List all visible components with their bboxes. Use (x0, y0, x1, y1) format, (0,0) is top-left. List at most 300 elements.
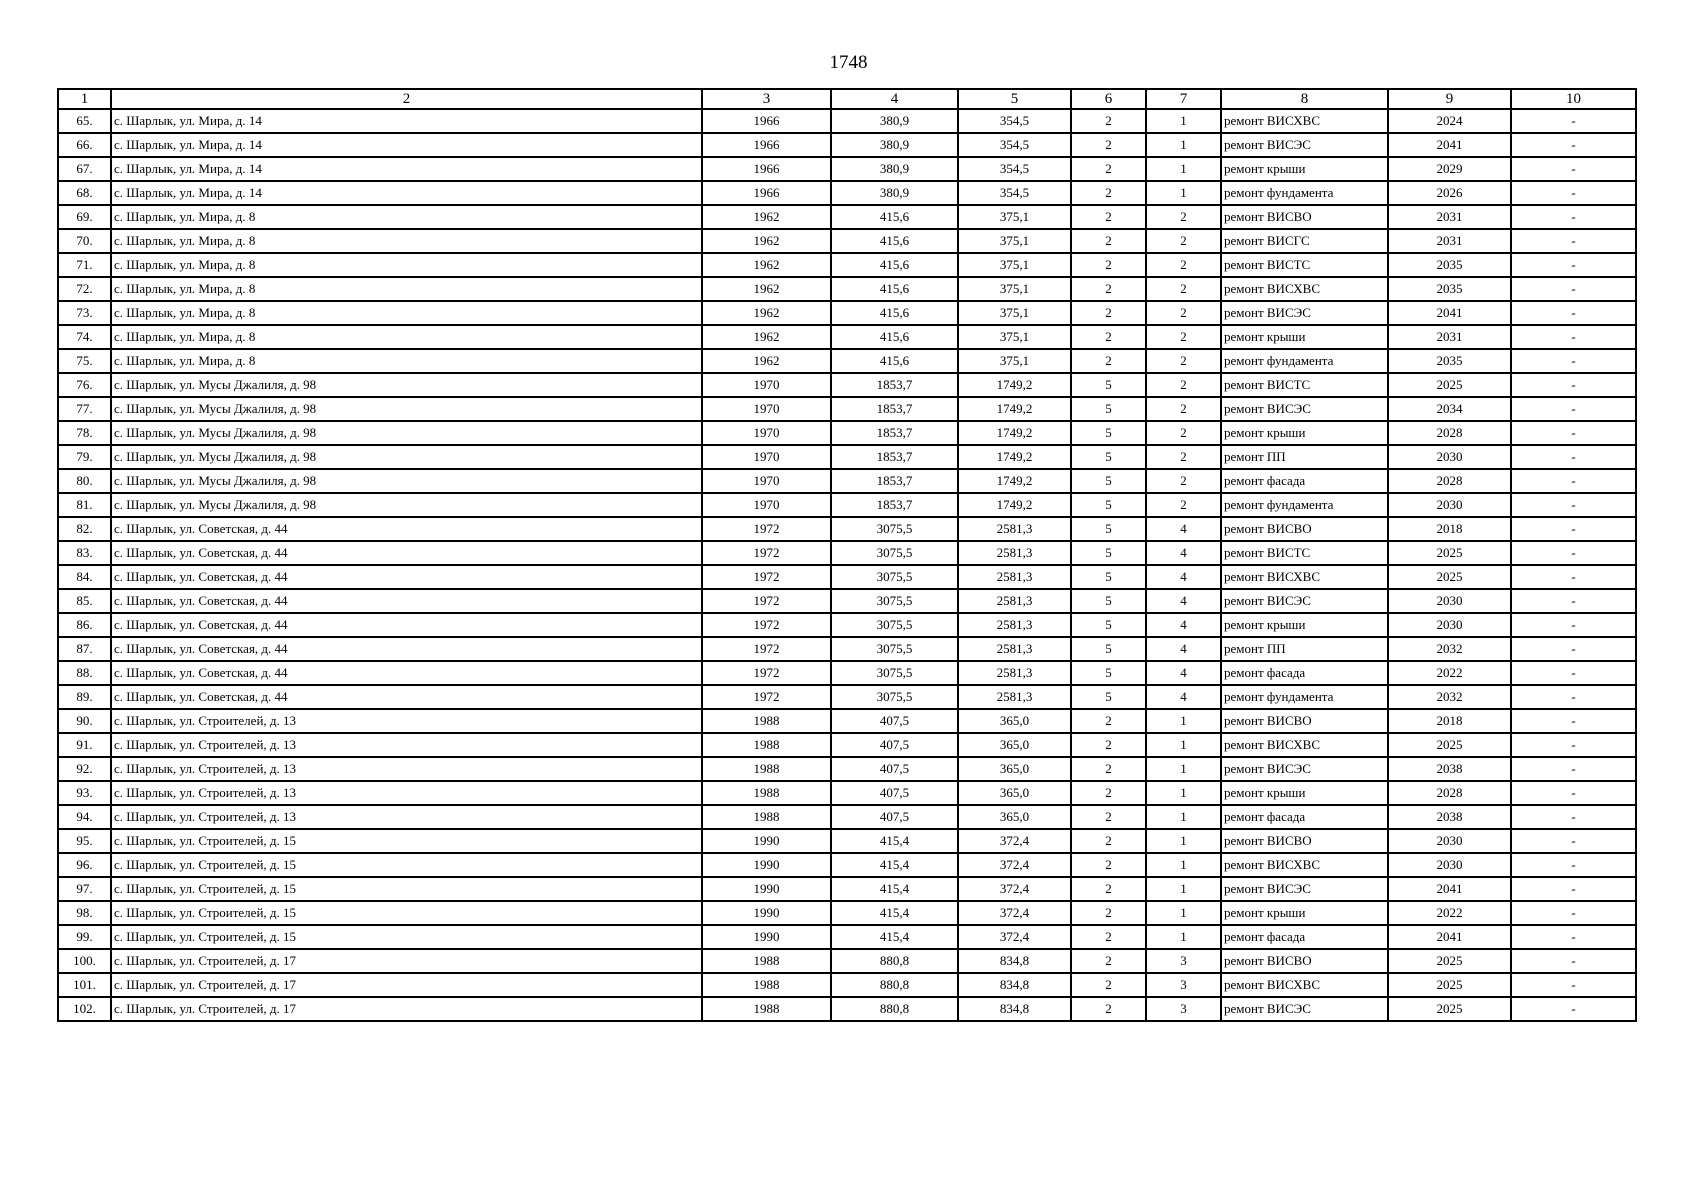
cell-planned-year: 2034 (1388, 397, 1511, 421)
cell-entrances: 1 (1146, 829, 1221, 853)
cell-address: с. Шарлык, ул. Мира, д. 8 (111, 229, 702, 253)
cell-year-built: 1962 (702, 277, 831, 301)
table-row (58, 925, 1636, 949)
cell-planned-year: 2035 (1388, 349, 1511, 373)
cell-address: с. Шарлык, ул. Мусы Джалиля, д. 98 (111, 421, 702, 445)
cell-address: с. Шарлык, ул. Советская, д. 44 (111, 613, 702, 637)
table-row (58, 253, 1636, 277)
cell-year-built: 1990 (702, 925, 831, 949)
cell-entrances: 1 (1146, 109, 1221, 133)
cell-work-type: ремонт фасада (1221, 661, 1388, 685)
cell-work-type: ремонт ВИСХВС (1221, 853, 1388, 877)
cell-entrances: 2 (1146, 253, 1221, 277)
cell-address: с. Шарлык, ул. Мира, д. 8 (111, 205, 702, 229)
cell-floors: 2 (1071, 997, 1146, 1021)
cell-row-number: 82. (58, 517, 111, 541)
cell-living-area: 834,8 (958, 949, 1071, 973)
cell-floors: 5 (1071, 565, 1146, 589)
cell-floors: 2 (1071, 877, 1146, 901)
cell-work-type: ремонт ВИСГС (1221, 229, 1388, 253)
cell-year-built: 1988 (702, 997, 831, 1021)
cell-planned-year: 2025 (1388, 733, 1511, 757)
cell-address: с. Шарлык, ул. Строителей, д. 13 (111, 757, 702, 781)
table-row (58, 589, 1636, 613)
cell-work-type: ремонт фасада (1221, 469, 1388, 493)
cell-address: с. Шарлык, ул. Советская, д. 44 (111, 589, 702, 613)
cell-row-number: 85. (58, 589, 111, 613)
cell-entrances: 2 (1146, 445, 1221, 469)
page-number: 1748 (829, 52, 868, 73)
table-row (58, 805, 1636, 829)
cell-note: - (1511, 589, 1636, 613)
cell-address: с. Шарлык, ул. Советская, д. 44 (111, 661, 702, 685)
cell-address: с. Шарлык, ул. Строителей, д. 17 (111, 997, 702, 1021)
cell-row-number: 84. (58, 565, 111, 589)
column-header-4: 4 (831, 89, 958, 109)
cell-total-area: 3075,5 (831, 517, 958, 541)
cell-year-built: 1988 (702, 781, 831, 805)
cell-total-area: 3075,5 (831, 565, 958, 589)
cell-entrances: 2 (1146, 469, 1221, 493)
cell-year-built: 1966 (702, 133, 831, 157)
cell-note: - (1511, 805, 1636, 829)
cell-work-type: ремонт фасада (1221, 925, 1388, 949)
cell-note: - (1511, 829, 1636, 853)
table-row (58, 229, 1636, 253)
cell-floors: 2 (1071, 277, 1146, 301)
table-row (58, 853, 1636, 877)
cell-floors: 2 (1071, 853, 1146, 877)
cell-entrances: 4 (1146, 637, 1221, 661)
cell-note: - (1511, 469, 1636, 493)
cell-work-type: ремонт ПП (1221, 637, 1388, 661)
cell-work-type: ремонт ВИСВО (1221, 829, 1388, 853)
cell-year-built: 1988 (702, 757, 831, 781)
cell-note: - (1511, 325, 1636, 349)
cell-note: - (1511, 733, 1636, 757)
table-row (58, 733, 1636, 757)
cell-planned-year: 2029 (1388, 157, 1511, 181)
cell-planned-year: 2025 (1388, 997, 1511, 1021)
cell-planned-year: 2038 (1388, 757, 1511, 781)
cell-living-area: 365,0 (958, 733, 1071, 757)
cell-address: с. Шарлык, ул. Строителей, д. 17 (111, 949, 702, 973)
cell-total-area: 1853,7 (831, 469, 958, 493)
cell-year-built: 1962 (702, 205, 831, 229)
cell-living-area: 1749,2 (958, 373, 1071, 397)
cell-work-type: ремонт ВИСЭС (1221, 997, 1388, 1021)
cell-entrances: 3 (1146, 949, 1221, 973)
cell-planned-year: 2025 (1388, 973, 1511, 997)
cell-planned-year: 2038 (1388, 805, 1511, 829)
cell-row-number: 75. (58, 349, 111, 373)
cell-row-number: 83. (58, 541, 111, 565)
cell-floors: 2 (1071, 925, 1146, 949)
cell-planned-year: 2025 (1388, 373, 1511, 397)
table-row (58, 685, 1636, 709)
cell-note: - (1511, 493, 1636, 517)
cell-year-built: 1966 (702, 109, 831, 133)
cell-year-built: 1962 (702, 253, 831, 277)
cell-year-built: 1970 (702, 469, 831, 493)
cell-row-number: 98. (58, 901, 111, 925)
cell-planned-year: 2022 (1388, 661, 1511, 685)
cell-entrances: 3 (1146, 973, 1221, 997)
cell-living-area: 1749,2 (958, 493, 1071, 517)
header-row (58, 89, 1636, 109)
table-row (58, 205, 1636, 229)
cell-floors: 2 (1071, 301, 1146, 325)
cell-entrances: 2 (1146, 421, 1221, 445)
cell-floors: 2 (1071, 829, 1146, 853)
cell-note: - (1511, 613, 1636, 637)
cell-work-type: ремонт ВИСХВС (1221, 733, 1388, 757)
cell-living-area: 1749,2 (958, 397, 1071, 421)
cell-row-number: 99. (58, 925, 111, 949)
cell-note: - (1511, 901, 1636, 925)
column-header-2: 2 (111, 89, 702, 109)
cell-floors: 2 (1071, 157, 1146, 181)
cell-entrances: 4 (1146, 517, 1221, 541)
cell-address: с. Шарлык, ул. Мусы Джалиля, д. 98 (111, 469, 702, 493)
cell-total-area: 407,5 (831, 805, 958, 829)
table-row (58, 157, 1636, 181)
cell-work-type: ремонт ВИСВО (1221, 949, 1388, 973)
cell-living-area: 375,1 (958, 349, 1071, 373)
cell-living-area: 2581,3 (958, 517, 1071, 541)
cell-living-area: 354,5 (958, 181, 1071, 205)
cell-year-built: 1990 (702, 853, 831, 877)
cell-total-area: 407,5 (831, 733, 958, 757)
cell-total-area: 407,5 (831, 781, 958, 805)
cell-total-area: 3075,5 (831, 685, 958, 709)
cell-note: - (1511, 853, 1636, 877)
cell-year-built: 1970 (702, 445, 831, 469)
cell-planned-year: 2025 (1388, 541, 1511, 565)
cell-living-area: 365,0 (958, 709, 1071, 733)
table-row (58, 493, 1636, 517)
cell-note: - (1511, 637, 1636, 661)
table-row (58, 445, 1636, 469)
cell-total-area: 3075,5 (831, 589, 958, 613)
cell-total-area: 415,4 (831, 925, 958, 949)
table-row (58, 277, 1636, 301)
cell-row-number: 72. (58, 277, 111, 301)
cell-living-area: 375,1 (958, 229, 1071, 253)
cell-row-number: 66. (58, 133, 111, 157)
cell-floors: 2 (1071, 901, 1146, 925)
cell-planned-year: 2032 (1388, 685, 1511, 709)
cell-floors: 5 (1071, 637, 1146, 661)
cell-planned-year: 2032 (1388, 637, 1511, 661)
cell-year-built: 1972 (702, 661, 831, 685)
cell-work-type: ремонт ВИСЭС (1221, 589, 1388, 613)
cell-address: с. Шарлык, ул. Мусы Джалиля, д. 98 (111, 397, 702, 421)
column-header-5: 5 (958, 89, 1071, 109)
cell-year-built: 1972 (702, 613, 831, 637)
cell-address: с. Шарлык, ул. Мира, д. 8 (111, 277, 702, 301)
cell-living-area: 372,4 (958, 901, 1071, 925)
cell-total-area: 415,4 (831, 877, 958, 901)
cell-planned-year: 2030 (1388, 829, 1511, 853)
table-row (58, 517, 1636, 541)
cell-total-area: 415,6 (831, 301, 958, 325)
table-row (58, 469, 1636, 493)
cell-work-type: ремонт фундамента (1221, 181, 1388, 205)
cell-row-number: 74. (58, 325, 111, 349)
table-row (58, 877, 1636, 901)
cell-row-number: 78. (58, 421, 111, 445)
cell-note: - (1511, 997, 1636, 1021)
cell-work-type: ремонт ВИСВО (1221, 205, 1388, 229)
cell-work-type: ремонт ВИСТС (1221, 541, 1388, 565)
cell-living-area: 834,8 (958, 997, 1071, 1021)
table-row (58, 181, 1636, 205)
cell-entrances: 2 (1146, 493, 1221, 517)
cell-year-built: 1972 (702, 589, 831, 613)
cell-total-area: 880,8 (831, 997, 958, 1021)
cell-year-built: 1972 (702, 637, 831, 661)
cell-living-area: 354,5 (958, 157, 1071, 181)
cell-note: - (1511, 757, 1636, 781)
cell-work-type: ремонт фасада (1221, 805, 1388, 829)
repair-schedule-table (57, 88, 1637, 1022)
cell-note: - (1511, 421, 1636, 445)
cell-row-number: 65. (58, 109, 111, 133)
cell-note: - (1511, 973, 1636, 997)
cell-total-area: 415,4 (831, 901, 958, 925)
cell-planned-year: 2026 (1388, 181, 1511, 205)
table-row (58, 421, 1636, 445)
table-row (58, 541, 1636, 565)
cell-year-built: 1970 (702, 493, 831, 517)
cell-entrances: 4 (1146, 541, 1221, 565)
cell-total-area: 880,8 (831, 949, 958, 973)
cell-row-number: 70. (58, 229, 111, 253)
cell-note: - (1511, 397, 1636, 421)
cell-living-area: 372,4 (958, 829, 1071, 853)
cell-entrances: 2 (1146, 349, 1221, 373)
cell-planned-year: 2041 (1388, 133, 1511, 157)
cell-work-type: ремонт крыши (1221, 901, 1388, 925)
cell-living-area: 372,4 (958, 877, 1071, 901)
cell-address: с. Шарлык, ул. Строителей, д. 15 (111, 877, 702, 901)
cell-work-type: ремонт ВИСХВС (1221, 565, 1388, 589)
cell-floors: 2 (1071, 229, 1146, 253)
cell-living-area: 2581,3 (958, 589, 1071, 613)
cell-planned-year: 2041 (1388, 301, 1511, 325)
cell-address: с. Шарлык, ул. Советская, д. 44 (111, 517, 702, 541)
cell-planned-year: 2031 (1388, 229, 1511, 253)
column-header-1: 1 (58, 89, 111, 109)
cell-address: с. Шарлык, ул. Строителей, д. 13 (111, 709, 702, 733)
cell-year-built: 1962 (702, 229, 831, 253)
cell-work-type: ремонт крыши (1221, 613, 1388, 637)
cell-living-area: 834,8 (958, 973, 1071, 997)
cell-entrances: 1 (1146, 133, 1221, 157)
cell-work-type: ремонт ВИСВО (1221, 709, 1388, 733)
cell-total-area: 415,6 (831, 229, 958, 253)
cell-address: с. Шарлык, ул. Строителей, д. 15 (111, 829, 702, 853)
cell-total-area: 380,9 (831, 109, 958, 133)
cell-living-area: 372,4 (958, 925, 1071, 949)
cell-entrances: 1 (1146, 877, 1221, 901)
column-header-3: 3 (702, 89, 831, 109)
cell-address: с. Шарлык, ул. Мира, д. 14 (111, 157, 702, 181)
cell-row-number: 102. (58, 997, 111, 1021)
cell-living-area: 375,1 (958, 277, 1071, 301)
cell-floors: 5 (1071, 661, 1146, 685)
table-row (58, 301, 1636, 325)
cell-work-type: ремонт фундамента (1221, 349, 1388, 373)
table-row (58, 133, 1636, 157)
cell-year-built: 1970 (702, 373, 831, 397)
cell-planned-year: 2028 (1388, 781, 1511, 805)
cell-address: с. Шарлык, ул. Строителей, д. 13 (111, 781, 702, 805)
cell-floors: 5 (1071, 469, 1146, 493)
cell-row-number: 67. (58, 157, 111, 181)
cell-address: с. Шарлык, ул. Строителей, д. 17 (111, 973, 702, 997)
cell-floors: 5 (1071, 541, 1146, 565)
cell-floors: 2 (1071, 709, 1146, 733)
column-header-9: 9 (1388, 89, 1511, 109)
cell-floors: 2 (1071, 205, 1146, 229)
cell-planned-year: 2031 (1388, 205, 1511, 229)
cell-address: с. Шарлык, ул. Советская, д. 44 (111, 541, 702, 565)
table-row (58, 661, 1636, 685)
cell-note: - (1511, 781, 1636, 805)
cell-entrances: 2 (1146, 373, 1221, 397)
cell-total-area: 415,6 (831, 349, 958, 373)
cell-total-area: 380,9 (831, 133, 958, 157)
cell-work-type: ремонт ВИСХВС (1221, 973, 1388, 997)
cell-row-number: 69. (58, 205, 111, 229)
cell-note: - (1511, 949, 1636, 973)
cell-total-area: 415,6 (831, 277, 958, 301)
cell-floors: 2 (1071, 805, 1146, 829)
cell-row-number: 97. (58, 877, 111, 901)
cell-work-type: ремонт ВИСВО (1221, 517, 1388, 541)
cell-living-area: 365,0 (958, 781, 1071, 805)
cell-planned-year: 2022 (1388, 901, 1511, 925)
cell-living-area: 2581,3 (958, 637, 1071, 661)
cell-work-type: ремонт ПП (1221, 445, 1388, 469)
cell-address: с. Шарлык, ул. Мира, д. 8 (111, 301, 702, 325)
cell-total-area: 880,8 (831, 973, 958, 997)
cell-address: с. Шарлык, ул. Советская, д. 44 (111, 565, 702, 589)
cell-entrances: 1 (1146, 757, 1221, 781)
cell-living-area: 375,1 (958, 253, 1071, 277)
cell-work-type: ремонт фундамента (1221, 685, 1388, 709)
cell-year-built: 1990 (702, 901, 831, 925)
cell-floors: 5 (1071, 445, 1146, 469)
cell-address: с. Шарлык, ул. Строителей, д. 15 (111, 901, 702, 925)
cell-total-area: 380,9 (831, 181, 958, 205)
cell-entrances: 1 (1146, 781, 1221, 805)
cell-address: с. Шарлык, ул. Мира, д. 14 (111, 109, 702, 133)
cell-row-number: 80. (58, 469, 111, 493)
cell-address: с. Шарлык, ул. Мусы Джалиля, д. 98 (111, 445, 702, 469)
cell-address: с. Шарлык, ул. Мира, д. 8 (111, 325, 702, 349)
cell-entrances: 4 (1146, 613, 1221, 637)
cell-living-area: 2581,3 (958, 541, 1071, 565)
cell-work-type: ремонт крыши (1221, 157, 1388, 181)
cell-note: - (1511, 541, 1636, 565)
cell-entrances: 2 (1146, 277, 1221, 301)
cell-living-area: 2581,3 (958, 661, 1071, 685)
table-row (58, 373, 1636, 397)
cell-year-built: 1972 (702, 541, 831, 565)
column-header-7: 7 (1146, 89, 1221, 109)
cell-living-area: 375,1 (958, 301, 1071, 325)
cell-address: с. Шарлык, ул. Строителей, д. 15 (111, 853, 702, 877)
cell-total-area: 1853,7 (831, 397, 958, 421)
cell-total-area: 1853,7 (831, 373, 958, 397)
cell-row-number: 90. (58, 709, 111, 733)
cell-living-area: 372,4 (958, 853, 1071, 877)
cell-row-number: 101. (58, 973, 111, 997)
cell-note: - (1511, 709, 1636, 733)
cell-work-type: ремонт ВИСХВС (1221, 277, 1388, 301)
cell-entrances: 2 (1146, 397, 1221, 421)
cell-total-area: 415,4 (831, 829, 958, 853)
cell-planned-year: 2041 (1388, 877, 1511, 901)
cell-row-number: 94. (58, 805, 111, 829)
cell-entrances: 1 (1146, 853, 1221, 877)
cell-planned-year: 2028 (1388, 421, 1511, 445)
cell-year-built: 1988 (702, 973, 831, 997)
cell-planned-year: 2031 (1388, 325, 1511, 349)
cell-work-type: ремонт ВИСХВС (1221, 109, 1388, 133)
cell-planned-year: 2028 (1388, 469, 1511, 493)
cell-address: с. Шарлык, ул. Мира, д. 14 (111, 133, 702, 157)
cell-total-area: 415,6 (831, 253, 958, 277)
cell-work-type: ремонт крыши (1221, 421, 1388, 445)
cell-total-area: 415,6 (831, 205, 958, 229)
cell-total-area: 380,9 (831, 157, 958, 181)
cell-row-number: 87. (58, 637, 111, 661)
table-row (58, 613, 1636, 637)
cell-note: - (1511, 301, 1636, 325)
table-row (58, 781, 1636, 805)
cell-total-area: 3075,5 (831, 613, 958, 637)
cell-total-area: 1853,7 (831, 493, 958, 517)
cell-floors: 2 (1071, 733, 1146, 757)
cell-planned-year: 2035 (1388, 253, 1511, 277)
cell-row-number: 88. (58, 661, 111, 685)
cell-work-type: ремонт ВИСТС (1221, 253, 1388, 277)
cell-year-built: 1962 (702, 325, 831, 349)
cell-total-area: 3075,5 (831, 661, 958, 685)
cell-living-area: 1749,2 (958, 421, 1071, 445)
cell-year-built: 1972 (702, 685, 831, 709)
cell-planned-year: 2025 (1388, 565, 1511, 589)
cell-floors: 5 (1071, 517, 1146, 541)
cell-work-type: ремонт ВИСЭС (1221, 397, 1388, 421)
cell-row-number: 76. (58, 373, 111, 397)
table-row (58, 901, 1636, 925)
table-row (58, 565, 1636, 589)
table-row (58, 829, 1636, 853)
cell-floors: 2 (1071, 949, 1146, 973)
cell-year-built: 1966 (702, 157, 831, 181)
cell-floors: 5 (1071, 421, 1146, 445)
table-row (58, 997, 1636, 1021)
cell-address: с. Шарлык, ул. Строителей, д. 13 (111, 805, 702, 829)
cell-work-type: ремонт ВИСЭС (1221, 757, 1388, 781)
cell-floors: 5 (1071, 685, 1146, 709)
cell-floors: 5 (1071, 397, 1146, 421)
